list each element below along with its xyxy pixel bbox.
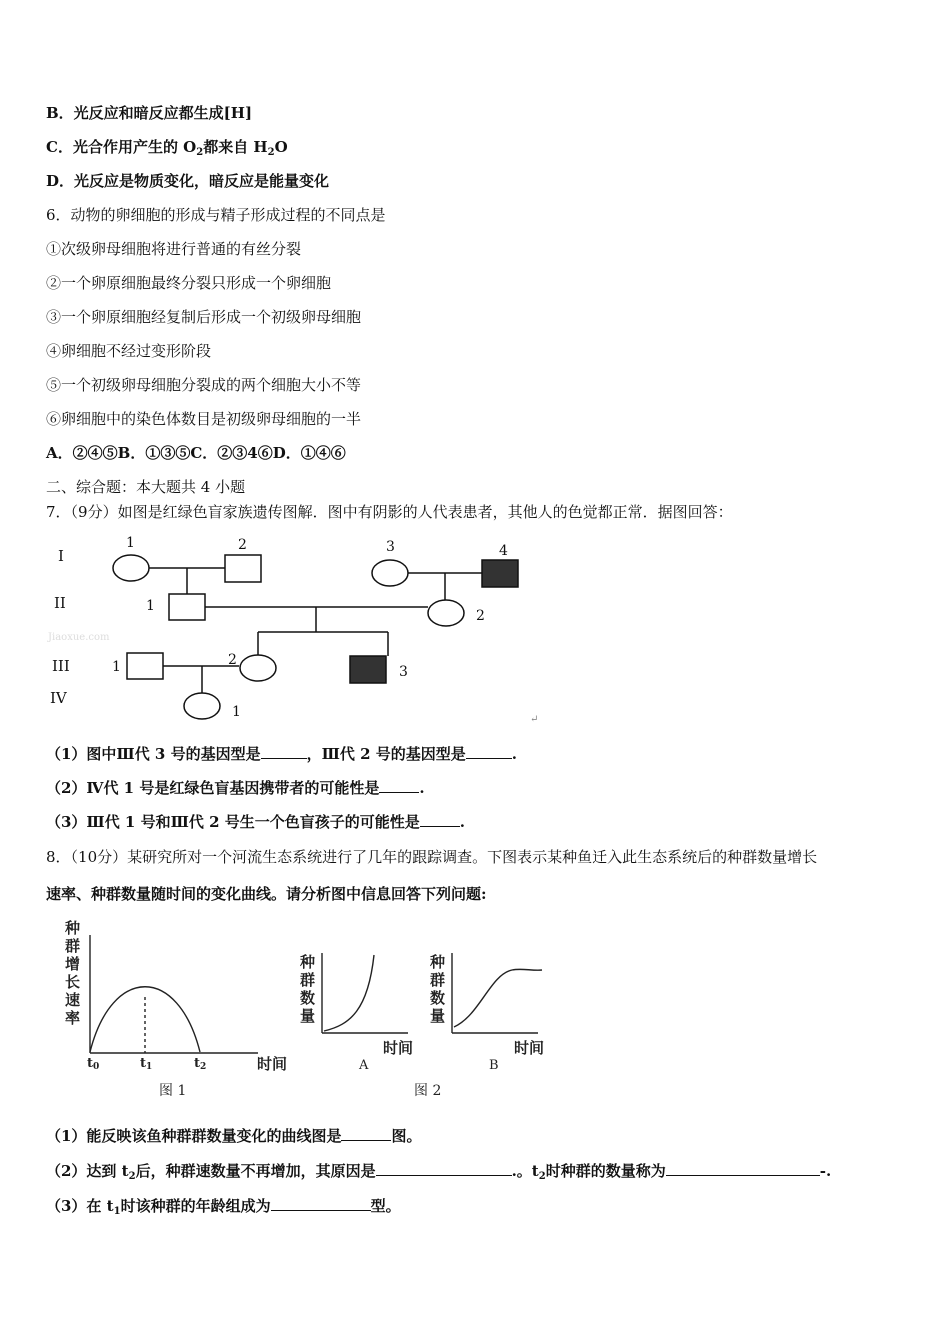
fig1-tick-t0: t0 (87, 1056, 100, 1072)
population-figures (60, 915, 560, 1110)
gen-label: III (52, 657, 70, 675)
individual-number: 1 (232, 704, 241, 720)
option-b: B．光反应和暗反应都生成[H] (46, 104, 253, 122)
fig2b-label: B (489, 1058, 499, 1073)
return-mark: ↵ (530, 714, 539, 725)
fig2a-ylabel-char: 数 (300, 989, 316, 1007)
individual-number: 2 (238, 537, 247, 553)
fig1-tick-t1: t1 (140, 1056, 153, 1072)
watermark: Jiaoxue.com (48, 632, 110, 643)
male-individual (225, 555, 261, 582)
q6-item: ③一个卵原细胞经复制后形成一个初级卵母细胞 (46, 308, 362, 326)
q6-item: ②一个卵原细胞最终分裂只形成一个卵细胞 (46, 274, 332, 292)
female-individual (184, 693, 220, 719)
fig1-ylabel-char: 率 (65, 1009, 81, 1027)
fig2b-ylabel-char: 群 (430, 971, 446, 989)
fig2a-label: A (359, 1058, 369, 1073)
q7-sub1: （1）图中Ⅲ代 3 号的基因型是 ，Ⅲ代 2 号的基因型是 . (46, 745, 517, 763)
female-individual (113, 555, 149, 581)
answer-blank[interactable] (271, 1196, 371, 1211)
affected-male-individual (350, 656, 386, 683)
q6-item: ⑤一个初级卵母细胞分裂成的两个细胞大小不等 (46, 376, 362, 394)
fig2b-ylabel-char: 种 (430, 953, 446, 971)
individual-number: 2 (228, 652, 237, 668)
option-c: C．光合作用产生的 $O_2$都来自 $H_2O$ (46, 138, 288, 158)
answer-blank[interactable] (466, 744, 512, 759)
fig2a-xlabel: 时间 (383, 1039, 414, 1057)
gen-label: IV (50, 689, 67, 707)
answer-blank[interactable] (376, 1161, 512, 1176)
fig2-caption: 图 2 (414, 1083, 442, 1099)
fig2b-xlabel: 时间 (514, 1039, 545, 1057)
fig1-ylabel-char: 群 (65, 937, 81, 955)
q6-item: ①次级卵母细胞将进行普通的有丝分裂 (46, 240, 302, 258)
female-individual (372, 560, 408, 586)
fig1-caption: 图 1 (159, 1083, 187, 1099)
fig1-xlabel: 时间 (257, 1055, 288, 1073)
q7-sub3: （3）Ⅲ代 1 号和Ⅲ代 2 号生一个色盲孩子的可能性是 . (46, 813, 465, 831)
fig2a-j-curve (324, 955, 374, 1031)
q7-stem: 7．（9分）如图是红绿色盲家族遗传图解．图中有阴影的人代表患者，其他人的色觉都正常．据图回答： (46, 503, 733, 521)
q8-sub3: （3）在 $t_1$时该种群的年龄组成为 型。 (46, 1197, 401, 1217)
option-d: D．光反应是物质变化，暗反应是能量变化 (46, 172, 330, 190)
gen-label: II (54, 594, 66, 612)
fig1-growth-curve (90, 987, 200, 1052)
fig2a-ylabel-char: 量 (300, 1007, 316, 1025)
section-heading: 二、综合题：本大题共 4 小题 (46, 478, 246, 496)
pedigree-figure (40, 528, 560, 728)
q6-options: A．②④⑤B．①③⑤C．②③4⑥D．①④⑥ (46, 444, 346, 462)
fig1-ylabel-char: 种 (65, 919, 81, 937)
fig2b-s-curve (454, 969, 542, 1027)
individual-number: 1 (126, 535, 135, 551)
fig2a-ylabel-char: 种 (300, 953, 316, 971)
fig1-ylabel-char: 增 (65, 955, 81, 973)
gen-label: I (58, 547, 64, 565)
answer-blank[interactable] (420, 812, 460, 827)
individual-number: 3 (399, 664, 408, 680)
individual-number: 3 (386, 539, 395, 555)
q8-sub1: （1）能反映该鱼种群群数量变化的曲线图是 图。 (46, 1127, 422, 1145)
q8-stem-line2: 速率、种群数量随时间的变化曲线。请分析图中信息回答下列问题: (46, 885, 487, 903)
individual-number: 2 (476, 608, 485, 624)
fig2a-ylabel-char: 群 (300, 971, 316, 989)
affected-male-individual (482, 560, 518, 587)
female-individual (428, 600, 464, 626)
answer-blank[interactable] (379, 778, 419, 793)
fig2b-ylabel-char: 量 (430, 1007, 446, 1025)
female-individual (240, 655, 276, 681)
individual-number: 1 (146, 598, 155, 614)
answer-blank[interactable] (341, 1126, 391, 1141)
fig1-tick-t2: t2 (194, 1056, 207, 1072)
male-individual (169, 594, 205, 620)
fig1-ylabel-char: 速 (65, 991, 81, 1009)
q8-sub2: （2）达到 $t_2$后，种群速数量不再增加，其原因是 .。$t_2$时种群的数量称为 -. (46, 1162, 832, 1182)
fig1-ylabel-char: 长 (65, 973, 81, 991)
individual-number: 4 (499, 543, 508, 559)
answer-blank[interactable] (261, 744, 307, 759)
q6-stem: 6．动物的卵细胞的形成与精子形成过程的不同点是 (46, 206, 386, 224)
q8-stem-line1: 8．（10分）某研究所对一个河流生态系统进行了几年的跟踪调查。下图表示某种鱼迁入此生态系统后的种群数量增长 (46, 848, 818, 866)
fig2b-ylabel-char: 数 (430, 989, 446, 1007)
answer-blank[interactable] (666, 1161, 820, 1176)
q7-sub2: （2）Ⅳ代 1 号是红绿色盲基因携带者的可能性是 . (46, 779, 425, 797)
q6-item: ④卵细胞不经过变形阶段 (46, 342, 212, 360)
male-individual (127, 653, 163, 679)
q6-item: ⑥卵细胞中的染色体数目是初级卵母细胞的一半 (46, 410, 362, 428)
individual-number: 1 (112, 659, 121, 675)
